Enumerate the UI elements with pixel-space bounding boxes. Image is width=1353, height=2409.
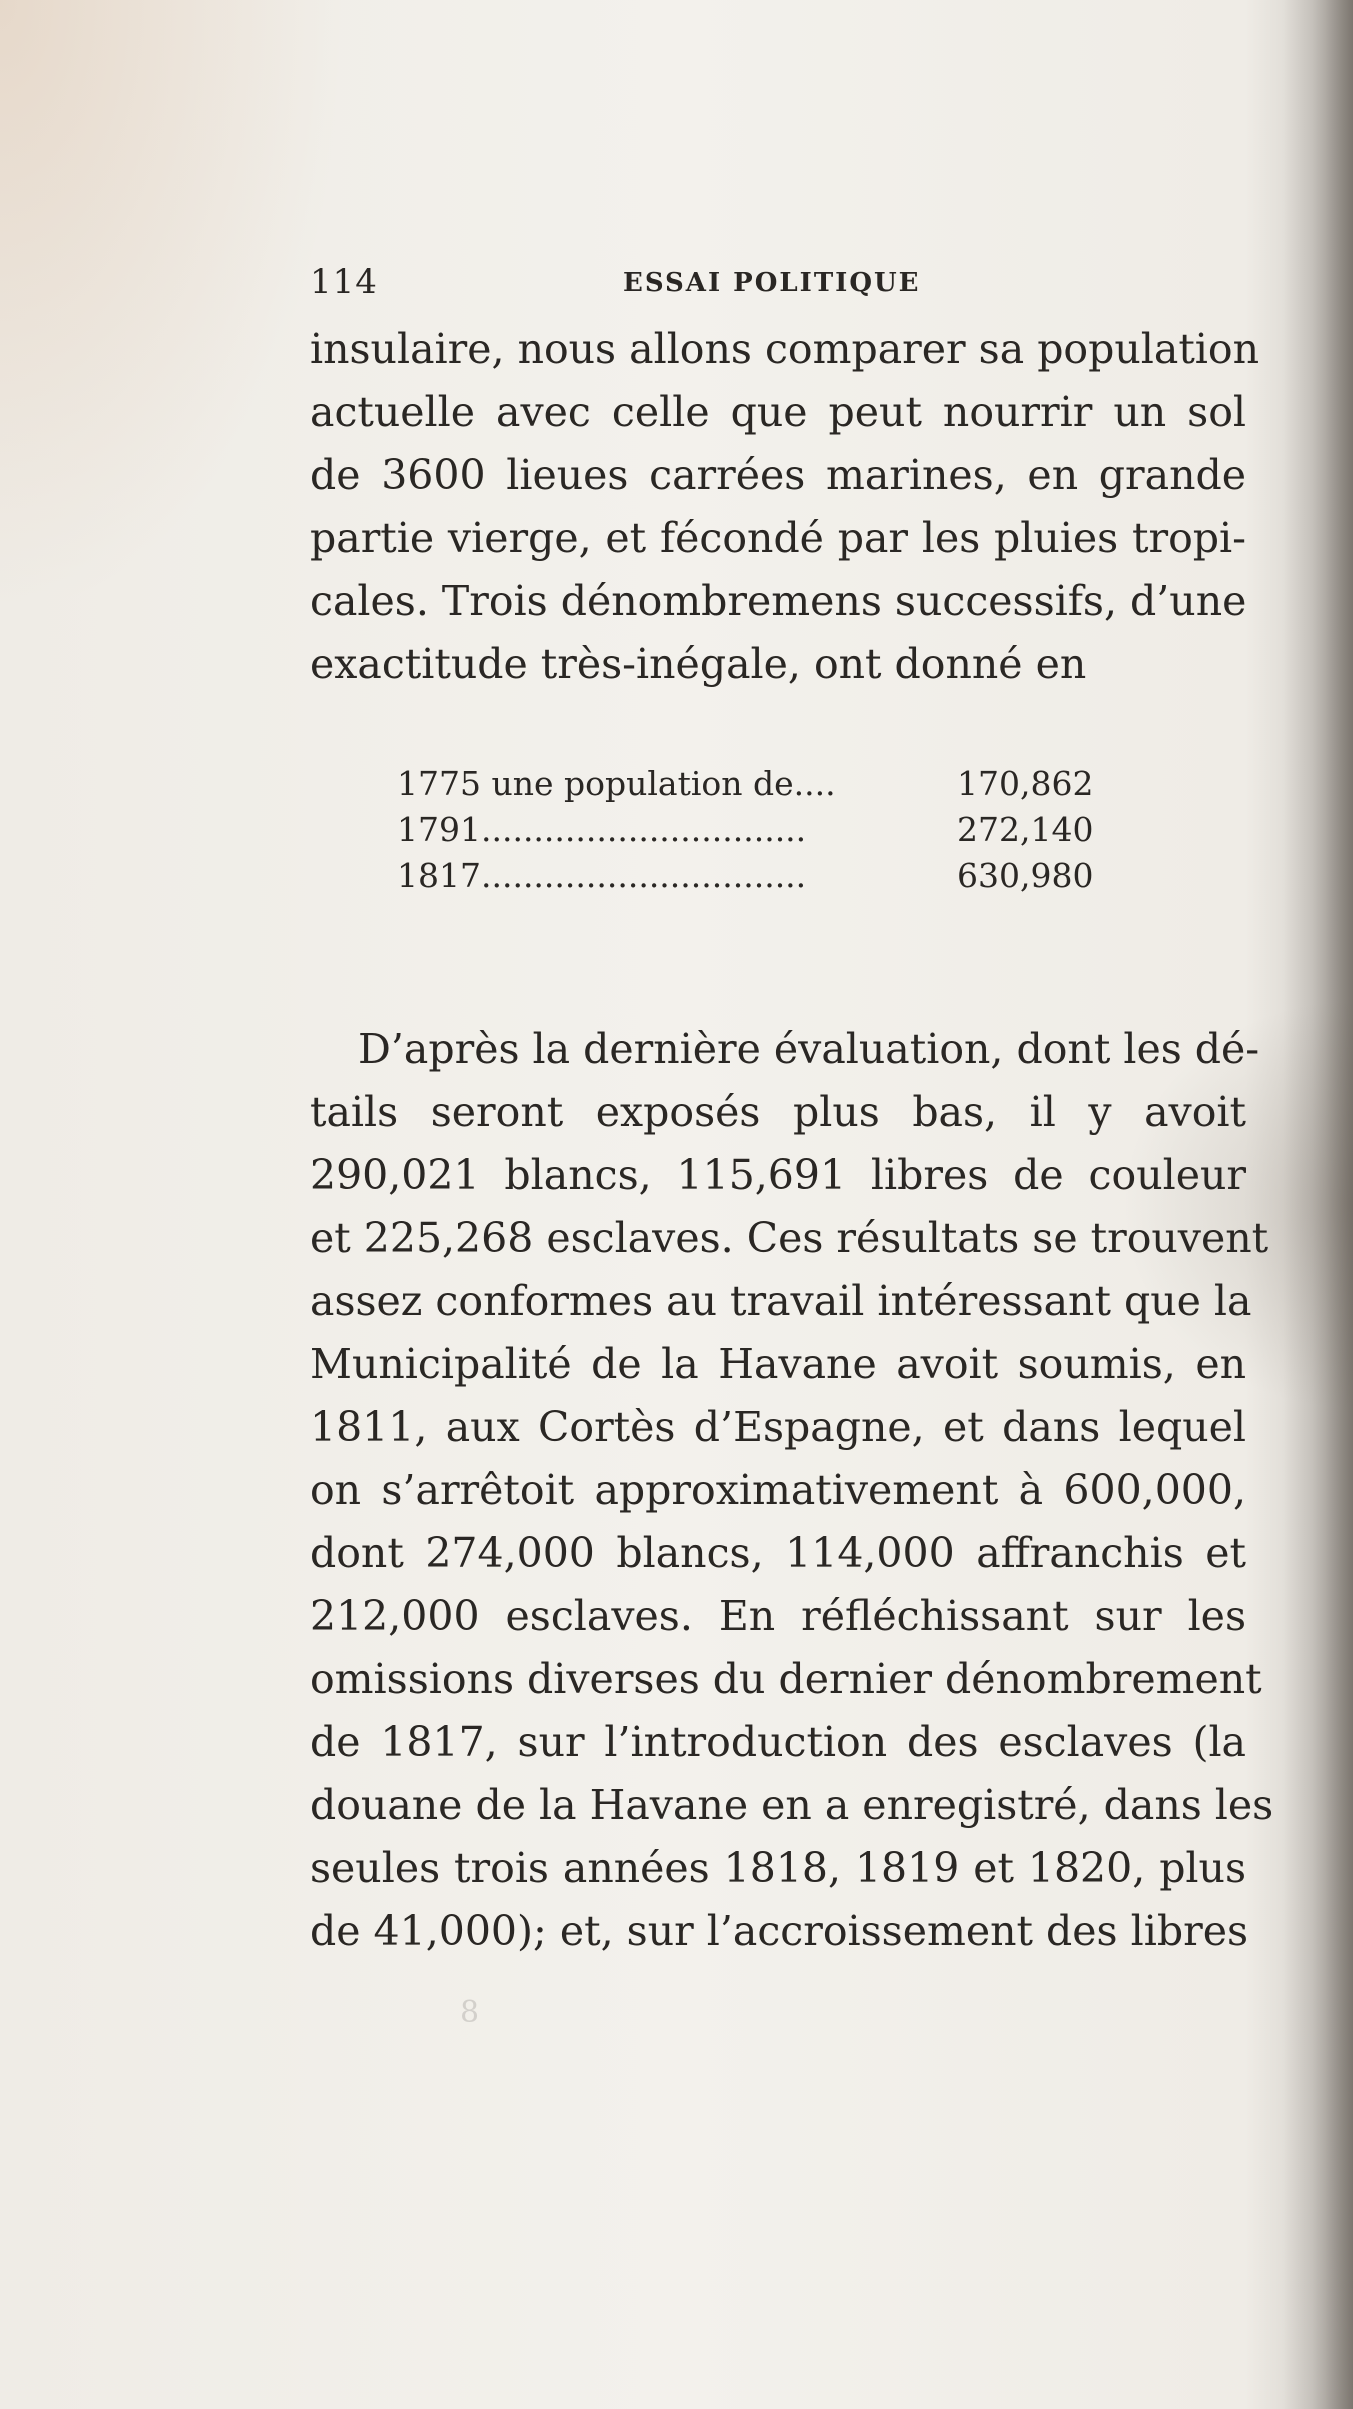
text-line: Municipalité de la Havane avoit soumis, en [310,1340,1246,1388]
paragraph-1 [310,318,1260,696]
page-edge-shadow [1283,0,1353,2409]
census-table [397,764,1097,902]
census-value: 630,980 [957,856,1094,895]
text-line: actuelle avec celle que peut nourrir un sol [310,388,1246,436]
running-title: ESSAI POLITIQUE [623,268,921,298]
census-value: 170,862 [957,764,1094,803]
show-through-mark: 8 [460,1995,480,2030]
text-line: de 3600 lieues carrées marines, en grande [310,451,1246,499]
text-line: exactitude très-inégale, ont donné en [310,640,1087,688]
text-line: tails seront exposés plus bas, il y avoit [310,1088,1246,1136]
text-line: dont 274,000 blancs, 114,000 affranchis et [310,1529,1246,1577]
text-line: D’après la dernière évaluation, dont les dé- [358,1025,1260,1073]
text-line: seules trois années 1818, 1819 et 1820, plus [310,1844,1246,1892]
text-line: de 1817, sur l’introduction des esclaves (la [310,1718,1246,1766]
census-label: 1791............................... [397,810,807,849]
page-header [310,262,1246,302]
census-row [397,764,1097,810]
census-value: 272,140 [957,810,1094,849]
text-line: 1811, aux Cortès d’Espagne, et dans lequel [310,1403,1246,1451]
census-label: 1817............................... [397,856,807,895]
text-line: douane de la Havane en a enregistré, dans les [310,1781,1274,1829]
text-line: omissions diverses du dernier dénombrement [310,1655,1262,1703]
page-number: 114 [310,262,378,302]
text-line: 212,000 esclaves. En réfléchissant sur les [310,1592,1246,1640]
census-row [397,856,1097,902]
text-line: 290,021 blancs, 115,691 libres de couleur [310,1151,1246,1199]
text-line: assez conformes au travail intéressant que la [310,1277,1252,1325]
paragraph-2 [310,1018,1274,1963]
text-line: et 225,268 esclaves. Ces résultats se trouvent [310,1214,1269,1262]
census-label: 1775 une population de.... [397,764,836,803]
census-row [397,810,1097,856]
text-line: insulaire, nous allons comparer sa population [310,325,1260,373]
text-line: on s’arrêtoit approximativement à 600,000, [310,1466,1246,1514]
text-line: cales. Trois dénombremens successifs, d’une [310,577,1247,625]
text-line: de 41,000); et, sur l’accroissement des libres [310,1907,1248,1955]
text-line: partie vierge, et fécondé par les pluies tropi- [310,514,1246,562]
